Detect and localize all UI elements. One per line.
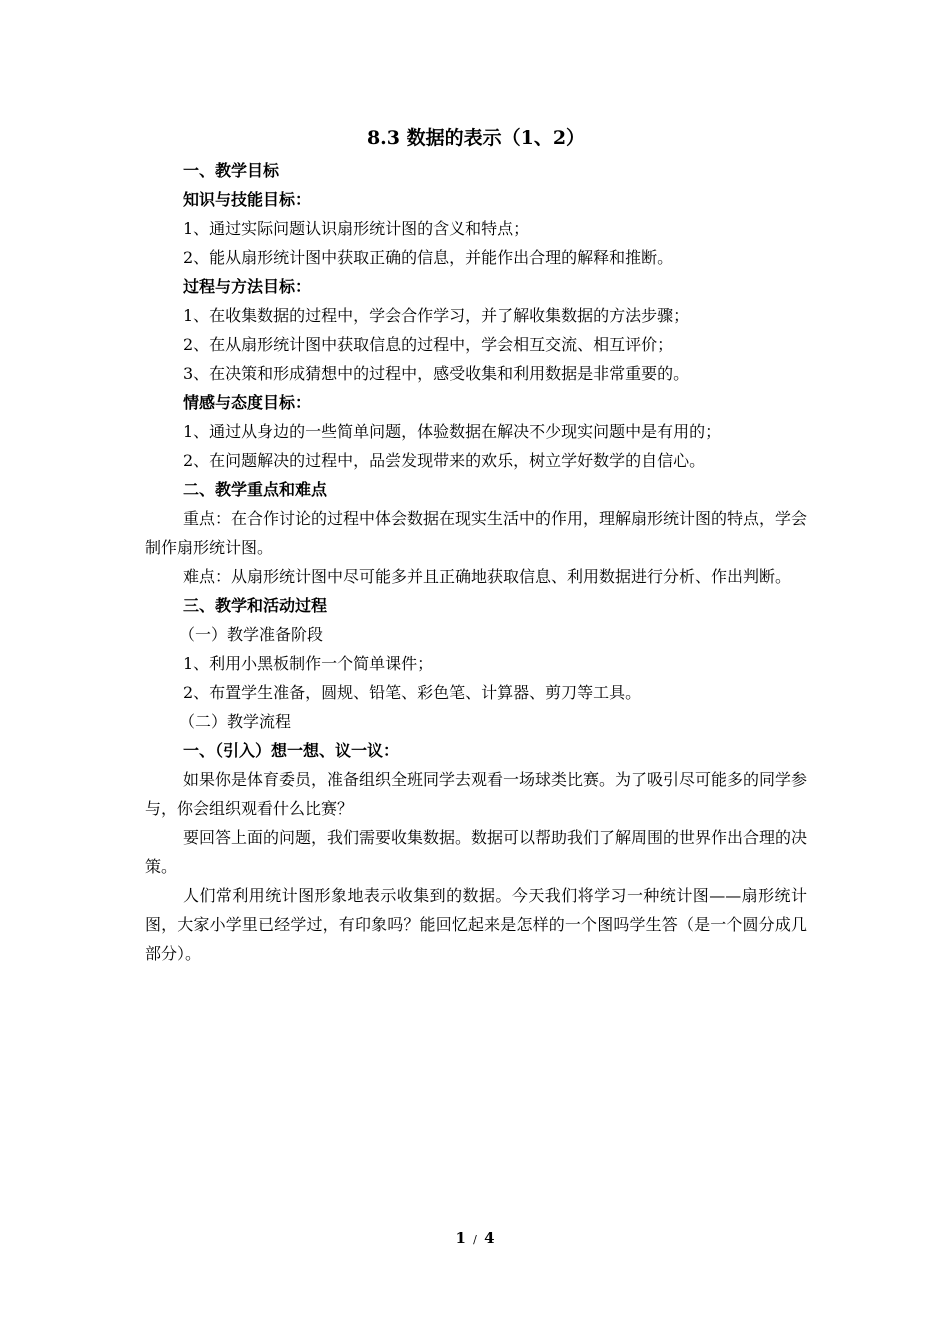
list-item: 1、通过从身边的一些简单问题，体验数据在解决不少现实问题中是有用的； (183, 422, 722, 441)
intro-paragraph: 如果你是体育委员，准备组织全班同学去观看一场球类比赛。为了吸引尽可能多的同学参与，你会组织观看什么比赛？ (145, 770, 808, 818)
list-item: 3、在决策和形成猜想中的过程中，感受收集和利用数据是非常重要的。 (183, 364, 690, 383)
list-item: 1、通过实际问题认识扇形统计图的含义和特点； (183, 219, 530, 238)
list-item: 1、在收集数据的过程中，学会合作学习，并了解收集数据的方法步骤； (183, 306, 690, 325)
list-item: 2、能从扇形统计图中获取正确的信息，并能作出合理的解释和推断。 (183, 248, 674, 267)
page-separator: / (473, 1233, 477, 1246)
document-title: 8.3 数据的表示（1、2） (366, 127, 586, 149)
list-item: 1、利用小黑板制作一个简单课件； (183, 654, 434, 673)
subheading-intro: 一、（引入）想一想、议一议： (183, 741, 400, 760)
subheading-knowledge: 知识与技能目标： (183, 190, 312, 209)
subheading-process: 过程与方法目标： (183, 277, 312, 296)
page-number (0, 1229, 950, 1247)
total-page-number: 4 (484, 1229, 495, 1247)
list-item: 2、在问题解决的过程中，品尝发现带来的欢乐，树立学好数学的自信心。 (183, 451, 706, 470)
list-item: 2、在从扇形统计图中获取信息的过程中，学会相互交流、相互评价； (183, 335, 674, 354)
list-item: 2、布置学生准备，圆规、铅笔、彩色笔、计算器、剪刀等工具。 (183, 683, 642, 702)
intro-paragraph: 要回答上面的问题，我们需要收集数据。数据可以帮助我们了解周围的世界作出合理的决策。 (145, 828, 808, 876)
subheading-emotion: 情感与态度目标： (183, 393, 312, 412)
document-body (145, 124, 807, 968)
key-point-paragraph: 重点：在合作讨论的过程中体会数据在现实生活中的作用，理解扇形统计图的特点，学会制作扇形统计图。 (145, 509, 808, 557)
section-heading-key-points: 二、教学重点和难点 (183, 480, 328, 499)
section-heading-process: 三、教学和活动过程 (183, 596, 328, 615)
subheading-preparation: （一）教学准备阶段 (179, 625, 324, 644)
subheading-flow: （二）教学流程 (179, 712, 292, 731)
current-page-number: 1 (455, 1229, 466, 1247)
section-heading-objectives: 一、教学目标 (183, 161, 280, 180)
intro-paragraph: 人们常利用统计图形象地表示收集到的数据。今天我们将学习一种统计图——扇形统计图，大家小学里已经学过，有印象吗？能回忆起来是怎样的一个图吗学生答（是一个圆分成几部分）。 (145, 886, 807, 963)
difficulty-paragraph: 难点：从扇形统计图中尽可能多并且正确地获取信息、利用数据进行分析、作出判断。 (183, 567, 792, 586)
